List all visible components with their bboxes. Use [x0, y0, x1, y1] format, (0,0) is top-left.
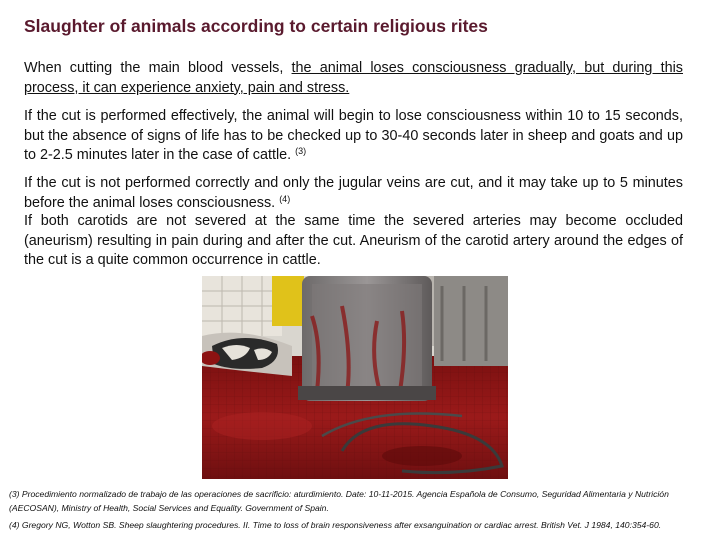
footnote-ref-3: (3) [295, 146, 307, 156]
paragraph-1-text: When cutting the main blood vessels, [24, 60, 292, 76]
paragraph-3-text: If the cut is not performed correctly and only the jugular veins are cut, and it may take up to 5 minutes before the animal loses consciousness. [24, 175, 683, 211]
reference-3: (3) Procedimiento normalizado de trabajo de las operaciones de sacrificio: aturdimiento. Date: 10-11-2015. Agencia Española de Consumo, Seguridad Alimentaria y Nutrición (AECOSAN), Ministry of Health, Social Services and Equality. Government of Spain. [9, 489, 669, 513]
paragraph-1 [24, 59, 683, 98]
slaughterhouse-photo [202, 276, 508, 479]
reference-4: (4) Gregory NG, Wotton SB. Sheep slaughtering procedures. II. Time to loss of brain responsiveness after exsanguination or cardiac arrest. British Vet. J 1984, 140:354-60. [9, 520, 662, 530]
paragraph-2-text: If the cut is performed effectively, the animal will begin to lose consciousness within 10 to 15 seconds, but the absence of signs of life has to be checked up to 30-40 seconds later in sheep and goats and up to 2-2.5 minutes later in the case of cattle. [24, 108, 683, 163]
paragraph-3 [24, 174, 683, 213]
paragraph-4: If both carotids are not severed at the same time the severed arteries may become occluded (aneurism) resulting in pain during and after the cut. Aneurism of the carotid artery around the edges of the cut is a quite common occurrence in cattle. [24, 213, 683, 268]
paragraph-2 [24, 107, 683, 166]
slide-title: Slaughter of animals according to certain religious rites [24, 16, 488, 36]
paragraph-1-underlined: the animal loses consciousness gradually, but during this process, it can experience anxiety, pain and stress. [24, 60, 683, 96]
footnote-ref-4: (4) [279, 193, 291, 204]
